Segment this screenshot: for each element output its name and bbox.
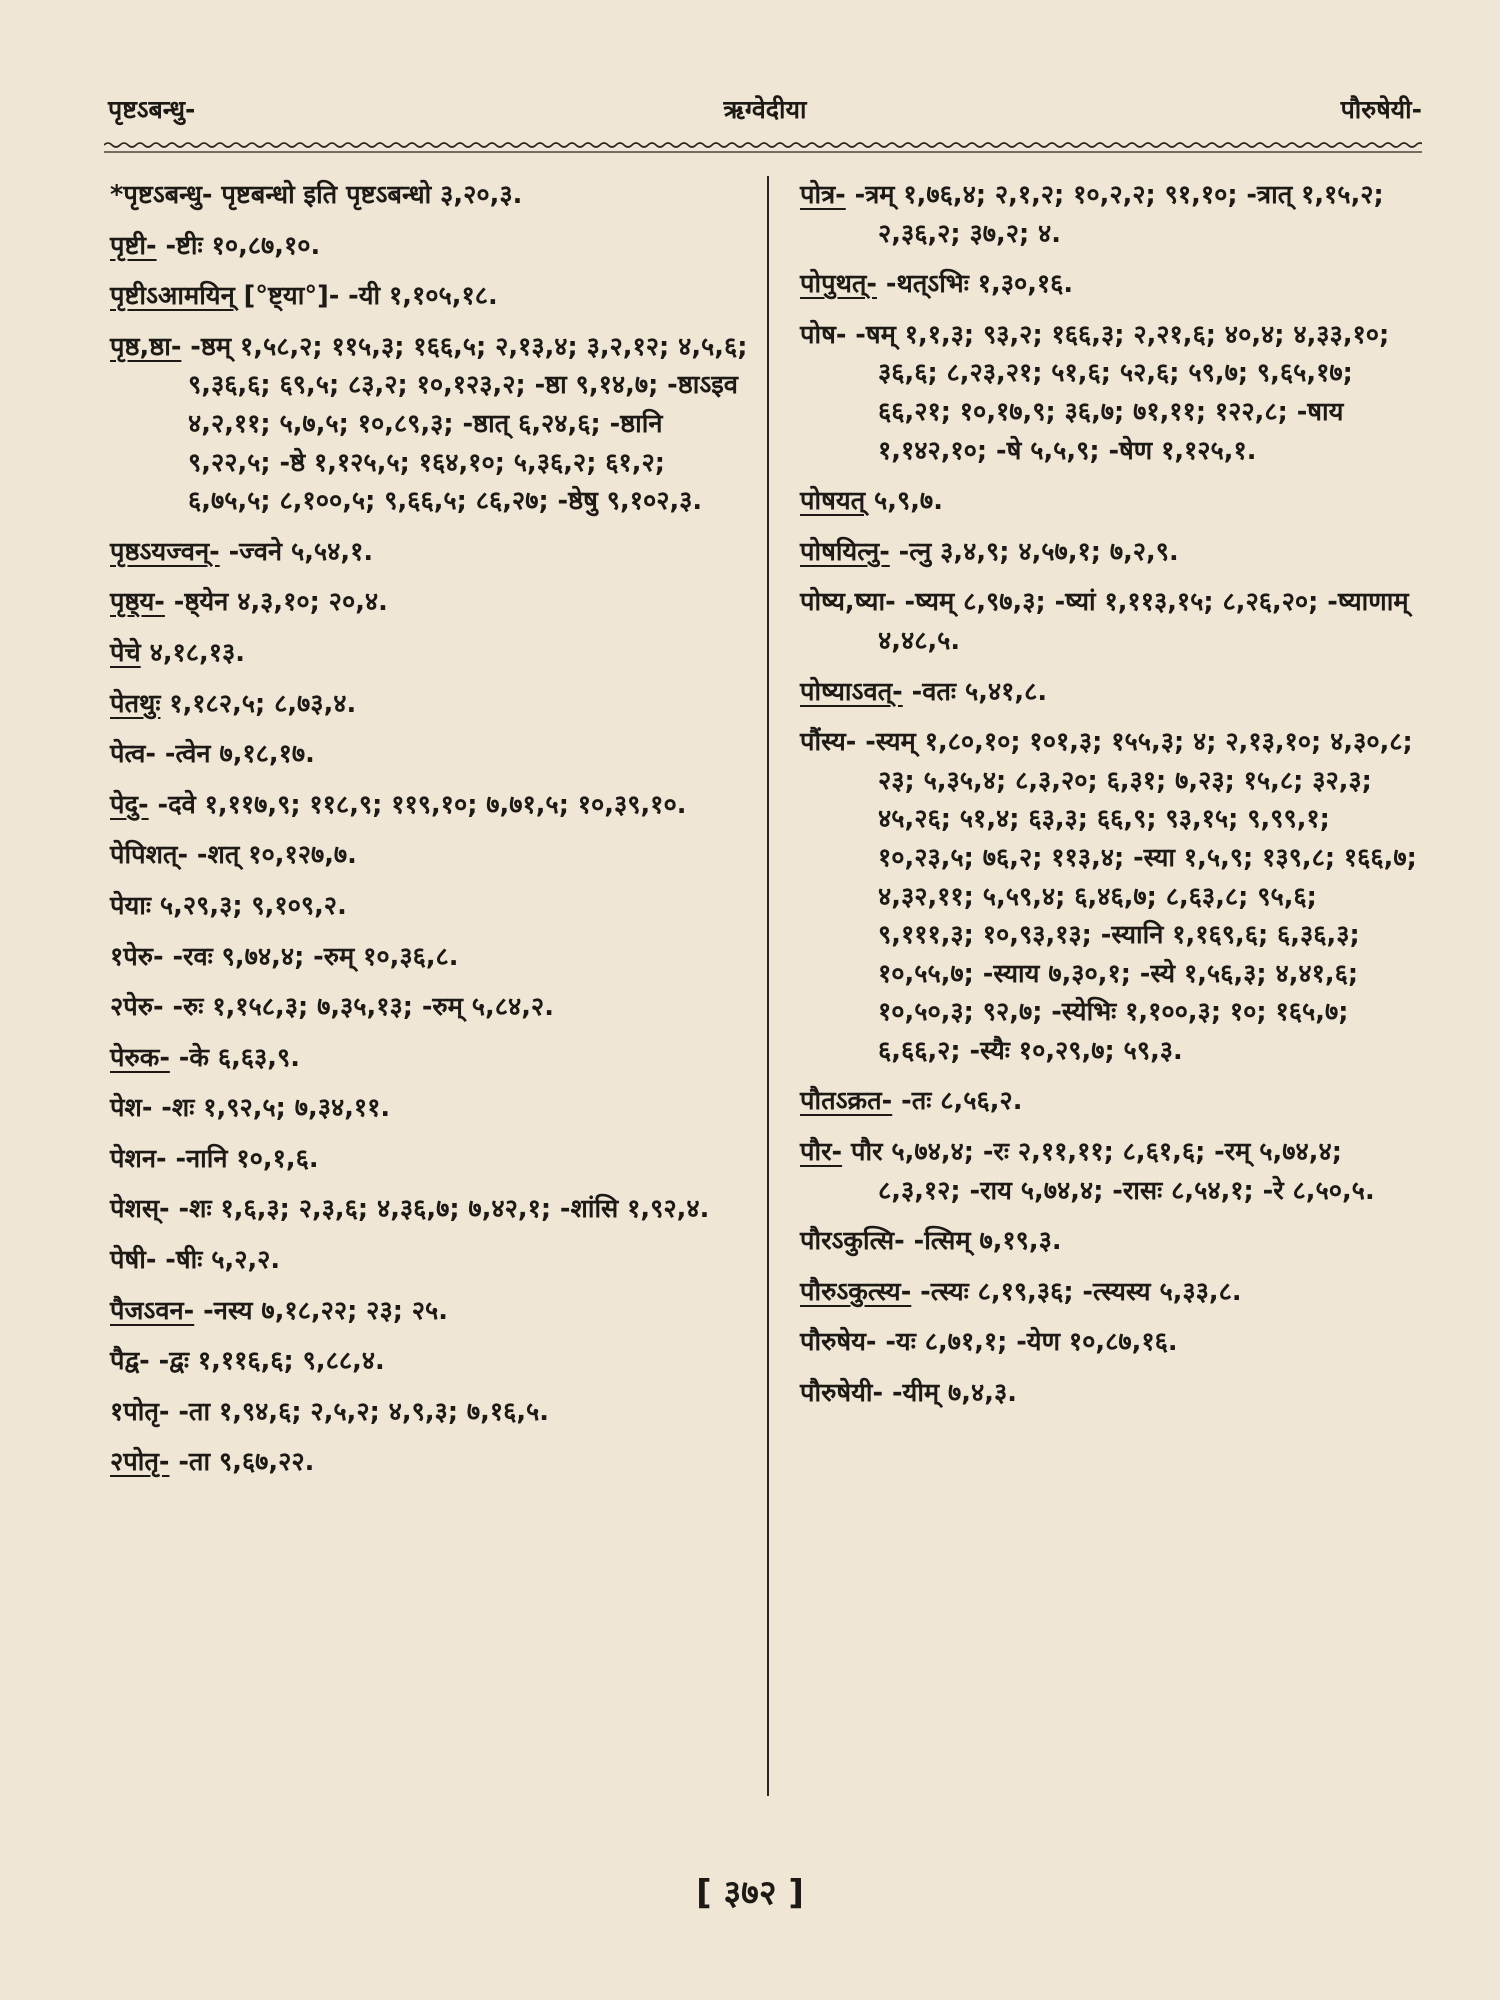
entry-references: -द्वः १,११६,६; ९,८८,४. bbox=[149, 1346, 385, 1377]
dictionary-entry bbox=[800, 1082, 1420, 1121]
entry-references: -स्यम् १,८०,१०; १०१,३; १५५,३; ४; २,१३,१०; ४,३०,८; २३; ५,३५,४; ८,३,२०; ६,३१; ७,२३; १५,८; ३२,३; ४५,२६; ५१,४; ६३,३; ६६,९; ९३,१५; ९,९९,१; १०,२३,५; ७६,२; ११३,४; -स्या १,५,९; १३९,८; १६६,७; ४,३२,११; ५,५९,४; ६,४६,७; ८,६३,८; ९५,६; ९,१११,३; १०,९३,१३; -स्यानि १,१६९,६; ६,३६,३; १०,५५,७; -स्याय ७,३०,१; -स्ये १,५६,३; ४,४१,६; १०,५०,३; ९२,७; -स्येभिः १,१००,३; १०; १६५,७; ६,६६,२; -स्यैः १०,२९,७; ५९,३. bbox=[856, 727, 1417, 1066]
headword: पोपुथत्- bbox=[800, 269, 877, 300]
left-column bbox=[110, 176, 750, 1494]
headword: पृष्ठ,ष्ठा- bbox=[110, 331, 182, 362]
headword: पेयाः bbox=[110, 890, 152, 921]
entry-references: -त्सिम् ७,१९,३. bbox=[904, 1226, 1062, 1257]
headword: पोत्र- bbox=[800, 180, 846, 210]
entry-references: -शः १,९२,५; ७,३४,११. bbox=[152, 1093, 391, 1124]
dictionary-entry bbox=[110, 1190, 750, 1229]
headword: पोषयत् bbox=[800, 486, 866, 517]
page-number: [ ३७२ ] bbox=[696, 1873, 804, 1913]
entry-references: -शः १,६,३; २,३,६; ४,३६,७; ७,४२,१; -शांसि १,९२,४. bbox=[169, 1194, 710, 1225]
dictionary-entry bbox=[110, 176, 750, 215]
entry-references: -ता १,९४,६; २,५,२; ४,९,३; ७,१६,५. bbox=[169, 1396, 549, 1427]
headword: पेतथुः bbox=[110, 688, 161, 719]
dictionary-entry bbox=[800, 1273, 1420, 1312]
headword: पोष्य,ष्या- bbox=[800, 587, 896, 618]
headword: पृष्टी- bbox=[110, 230, 157, 261]
entry-references: -ष्यम् ८,९७,३; -ष्यां १,११३,१५; ८,२६,२०; -ष्याणाम् ४,४८,५. bbox=[878, 587, 1409, 656]
entry-references: -त्रम् १,७६,४; २,१,२; १०,२,२; ९१,१०; -त्रात् १,१५,२; २,३६,२; ३७,२; ४. bbox=[845, 180, 1384, 249]
dictionary-entry bbox=[110, 1393, 750, 1432]
headword: पेचे bbox=[110, 637, 141, 668]
wavy-rule bbox=[104, 140, 1422, 154]
dictionary-entry bbox=[800, 176, 1420, 253]
dictionary-entry bbox=[800, 482, 1420, 521]
headword: *पृष्टऽबन्धु- bbox=[110, 180, 213, 210]
headword: पृष्टीऽआमयिन् bbox=[110, 281, 235, 312]
headword: पौंस्य- bbox=[800, 727, 857, 758]
entry-references: -ष्ठ्येन ४,३,१०; २०,४. bbox=[164, 587, 388, 618]
running-head-right: पौरुषेयी- bbox=[1340, 95, 1422, 124]
headword: पौरऽकुत्सि- bbox=[800, 1226, 905, 1257]
dictionary-entry bbox=[800, 1222, 1420, 1261]
dictionary-entry bbox=[800, 316, 1420, 470]
entry-references: -ज्वने ५,५४,१. bbox=[219, 536, 374, 567]
entry-references: -रुः १,१५८,३; ७,३५,१३; -रुम् ५,८४,२. bbox=[163, 992, 554, 1023]
headword: पेत्व- bbox=[110, 739, 157, 770]
entry-references: -थत्ऽभिः १,३०,१६. bbox=[877, 269, 1074, 300]
headword: पेपिशत्- bbox=[110, 840, 189, 871]
dictionary-entry bbox=[800, 265, 1420, 304]
entry-references: -दवे १,११७,९; ११८,९; ११९,१०; ७,७१,५; १०,३९,१०. bbox=[148, 789, 687, 820]
headword: २पेरु- bbox=[110, 992, 164, 1023]
headword: पोष्याऽवत्- bbox=[800, 676, 903, 707]
dictionary-entry bbox=[800, 1323, 1420, 1362]
entry-references: [°ष्ट्या°]- -यी १,१०५,१८. bbox=[234, 281, 498, 312]
dictionary-entry bbox=[110, 277, 750, 316]
headword: पैजऽवन- bbox=[110, 1295, 195, 1326]
entry-references: -त्स्यः ८,१९,३६; -त्स्यस्य ५,३३,८. bbox=[911, 1276, 1242, 1307]
entry-references: -के ६,६३,९. bbox=[169, 1042, 300, 1073]
dictionary-entry bbox=[110, 786, 750, 825]
headword: पौतऽक्रत- bbox=[800, 1086, 893, 1117]
dictionary-entry bbox=[110, 1140, 750, 1179]
headword: पेशस्- bbox=[110, 1194, 170, 1225]
entry-references: -ष्टीः १०,८७,१०. bbox=[156, 230, 321, 261]
entry-references: -तः ८,५६,२. bbox=[892, 1086, 1023, 1117]
entry-references: -त्वेन ७,१८,१७. bbox=[156, 739, 315, 770]
dictionary-entry bbox=[110, 634, 750, 673]
headword: १पोतृ- bbox=[110, 1396, 170, 1427]
dictionary-entry bbox=[110, 735, 750, 774]
dictionary-entry bbox=[110, 1039, 750, 1078]
dictionary-entry bbox=[110, 1443, 750, 1482]
dictionary-entry bbox=[110, 887, 750, 926]
entry-references: ४,१८,१३. bbox=[140, 637, 245, 668]
headword: पेश- bbox=[110, 1093, 153, 1124]
headword: २पोतृ- bbox=[110, 1447, 170, 1478]
headword: पौरुषेय- bbox=[800, 1327, 877, 1358]
headword: पोषयित्नु- bbox=[800, 536, 890, 567]
headword: पौरुषेयी- bbox=[800, 1378, 884, 1409]
entry-references: -षम् १,१,३; ९३,२; १६६,३; २,२१,६; ४०,४; ४,३३,१०; ३६,६; ८,२३,२१; ५१,६; ५२,६; ५९,७; ९,६५,१७; ६६,२१; १०,१७,९; ३६,७; ७१,११; १२२,८; -षाय १,१४२,१०; -षे ५,५,९; -षेण १,१२५,१. bbox=[846, 319, 1390, 466]
headword: पृष्ठ्य- bbox=[110, 587, 165, 618]
entry-references: -रवः ९,७४,४; -रुम् १०,३६,८. bbox=[163, 941, 459, 972]
entry-references: ५,९,७. bbox=[865, 486, 943, 517]
entry-references: -नस्य ७,१८,२२; २३; २५. bbox=[194, 1295, 448, 1326]
dictionary-entry bbox=[110, 1241, 750, 1280]
column-divider bbox=[767, 176, 769, 1796]
headword: पौरुऽकुत्स्य- bbox=[800, 1276, 912, 1307]
dictionary-entry bbox=[110, 227, 750, 266]
dictionary-entry bbox=[800, 673, 1420, 712]
headword: पौर- bbox=[800, 1137, 843, 1168]
entry-references: -त्नु ३,४,९; ४,५७,१; ७,२,९. bbox=[889, 536, 1179, 567]
entry-references: -नानि १०,१,६. bbox=[166, 1143, 319, 1174]
entry-references: -षीः ५,२,२. bbox=[156, 1245, 281, 1276]
entry-references: -ता ९,६७,२२. bbox=[169, 1447, 315, 1478]
entry-references: पौर ५,७४,४; -रः २,११,११; ८,६१,६; -रम् ५,७४,४; ८,३,१२; -राय ५,७४,४; -रासः ८,५४,१; -रे ८,५०,५. bbox=[842, 1137, 1375, 1206]
dictionary-entry bbox=[110, 1342, 750, 1381]
dictionary-entry bbox=[110, 938, 750, 977]
headword: पैद्व- bbox=[110, 1346, 150, 1377]
entry-references: ५,२९,३; ९,१०९,२. bbox=[151, 890, 347, 921]
headword: १पेरु- bbox=[110, 941, 164, 972]
dictionary-entry bbox=[110, 836, 750, 875]
dictionary-entry bbox=[110, 328, 750, 521]
headword: पोष- bbox=[800, 319, 847, 350]
headword: पेषी- bbox=[110, 1245, 157, 1276]
dictionary-entry bbox=[800, 533, 1420, 572]
dictionary-entry bbox=[110, 988, 750, 1027]
headword: पेशन- bbox=[110, 1143, 167, 1174]
dictionary-entry bbox=[110, 685, 750, 724]
dictionary-entry bbox=[800, 1133, 1420, 1210]
entry-references: पृष्टबन्धो इति पृष्टऽबन्धो ३,२०,३. bbox=[212, 180, 523, 210]
dictionary-entry bbox=[800, 583, 1420, 660]
right-column bbox=[800, 176, 1420, 1425]
entry-references: -यीम् ७,४,३. bbox=[883, 1378, 1017, 1409]
dictionary-entry bbox=[110, 1292, 750, 1331]
entry-references: १,१८२,५; ८,७३,४. bbox=[160, 688, 357, 719]
dictionary-entry bbox=[800, 1374, 1420, 1413]
dictionary-entry bbox=[110, 583, 750, 622]
headword: पेदु- bbox=[110, 789, 149, 820]
entry-references: -यः ८,७१,१; -येण १०,८७,१६. bbox=[876, 1327, 1178, 1358]
running-head-center: ऋग्वेदीया bbox=[723, 95, 807, 124]
dictionary-entry bbox=[110, 1089, 750, 1128]
running-head-left: पृष्टऽबन्धु- bbox=[108, 95, 196, 124]
headword: पृष्ठऽयज्वन्- bbox=[110, 536, 220, 567]
entry-references: -वतः ५,४१,८. bbox=[902, 676, 1048, 707]
dictionary-entry bbox=[110, 533, 750, 572]
entry-references: -शत् १०,१२७,७. bbox=[188, 840, 357, 871]
dictionary-entry bbox=[800, 723, 1420, 1070]
entry-references: -ष्ठम् १,५८,२; ११५,३; १६६,५; २,१३,४; ३,२,१२; ४,५,६; ९,३६,६; ६९,५; ८३,२; १०,१२३,२; -ष्ठा ९,१४,७; -ष्ठाऽइव ४,२,११; ५,७,५; १०,८९,३; -ष्ठात् ६,२४,६; -ष्ठानि ९,२२,५; -ष्ठे १,१२५,५; १६४,१०; ५,३६,२; ६१,२; ६,७५,५; ८,१००,५; ९,६६,५; ८६,२७; -ष्ठेषु ९,१०२,३. bbox=[181, 331, 748, 517]
headword: पेरुक- bbox=[110, 1042, 170, 1073]
running-head bbox=[108, 92, 1422, 132]
